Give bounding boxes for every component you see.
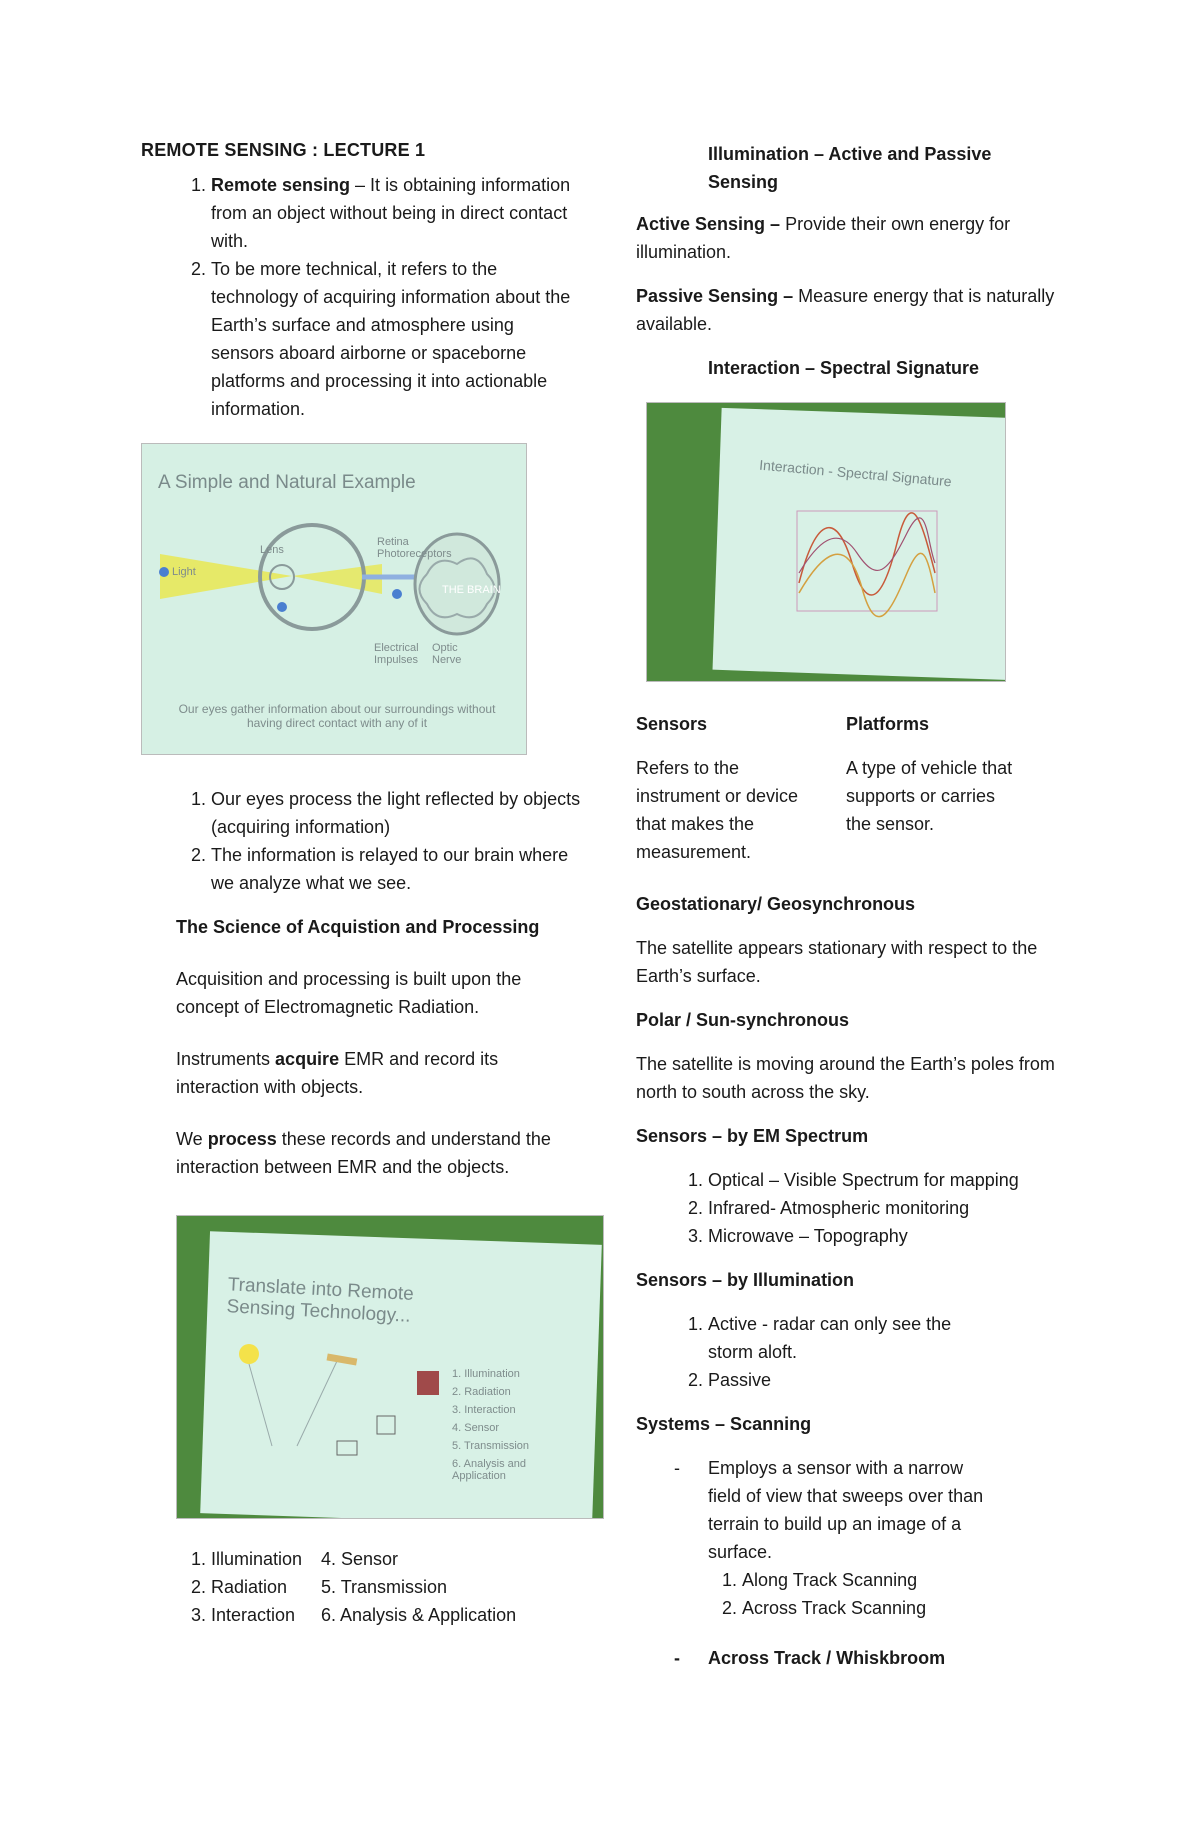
diagram-label: Lens bbox=[260, 544, 284, 556]
list-item: 1. Active - radar can only see the storm aloft. bbox=[708, 1310, 998, 1366]
paragraph: Passive Sensing – Measure energy that is naturally available. bbox=[636, 286, 1055, 334]
diagram-label: Electrical Impulses bbox=[374, 642, 419, 666]
process-slide-photo bbox=[176, 1215, 604, 1519]
slide-title: Interaction - Spectral Signature bbox=[758, 456, 953, 490]
scan-list bbox=[636, 1566, 1066, 1622]
illumination-list bbox=[636, 1310, 998, 1394]
em-list bbox=[636, 1166, 1066, 1250]
process-step: 5. Transmission bbox=[452, 1440, 530, 1452]
slide-title: A Simple and Natural Example bbox=[158, 472, 416, 493]
section-heading: Geostationary/ Geosynchronous bbox=[636, 894, 916, 914]
list-item: 2. Across Track Scanning bbox=[742, 1594, 1066, 1622]
diagram-label: Retina Photoreceptors bbox=[377, 536, 452, 560]
science-section bbox=[141, 913, 581, 1519]
left-column bbox=[141, 140, 581, 1629]
section-heading: Systems – Scanning bbox=[636, 1414, 812, 1434]
process-diagram bbox=[177, 1216, 603, 1518]
list-item: 2. Radiation 5. Transmission bbox=[211, 1573, 581, 1601]
section-heading: Sensors – by EM Spectrum bbox=[636, 1126, 869, 1146]
document-title: REMOTE SENSING : LECTURE 1 bbox=[141, 140, 426, 160]
eye-list bbox=[141, 785, 581, 897]
paragraph: The satellite appears stationary with respect to the Earth’s surface. bbox=[636, 938, 1038, 986]
list-item: 1. Our eyes process the light reflected by objects (acquiring information) bbox=[211, 785, 581, 841]
platforms-block bbox=[846, 710, 1056, 866]
spectral-slide-photo bbox=[646, 402, 1006, 682]
diagram-label: Optic Nerve bbox=[432, 642, 462, 666]
paragraph: The satellite is moving around the Earth’s poles from north to south across the sky. bbox=[636, 1054, 1055, 1102]
process-step: 1. Illumination bbox=[452, 1368, 520, 1380]
intro-list bbox=[141, 171, 581, 423]
section-heading: Platforms bbox=[846, 714, 930, 734]
paragraph: Instruments acquire EMR and record its interaction with objects. bbox=[176, 1049, 499, 1097]
paragraph: Refers to the instrument or device that makes the measurement. bbox=[636, 758, 799, 862]
list-item: 3. Interaction 6. Analysis & Application bbox=[211, 1601, 581, 1629]
diagram-label: Light bbox=[172, 566, 196, 578]
slide-caption: Our eyes gather information about our surroundings without having direct contact with any of it bbox=[178, 702, 496, 730]
sensors-platforms bbox=[636, 710, 1066, 866]
paragraph: We process these records and understand the interaction between EMR and the objects. bbox=[176, 1129, 551, 1177]
list-item: 1. Illumination 4. Sensor bbox=[211, 1545, 581, 1573]
section-heading: Interaction – Spectral Signature bbox=[708, 358, 980, 378]
eye-slide-photo bbox=[141, 443, 527, 755]
list-item: 1. Along Track Scanning bbox=[742, 1566, 1066, 1594]
process-step: 3. Interaction bbox=[452, 1404, 516, 1416]
section-heading: The Science of Acquistion and Processing bbox=[176, 917, 540, 937]
list-item: 1. Remote sensing – It is obtaining information from an object without being in direct contact with. bbox=[211, 171, 581, 255]
list-item: - Employs a sensor with a narrow field of view that sweeps over than terrain to build up an image of a surface. bbox=[708, 1454, 988, 1566]
list-item: 1. Optical – Visible Spectrum for mapping bbox=[708, 1166, 1066, 1194]
process-step: 4. Sensor bbox=[452, 1422, 500, 1434]
process-list bbox=[141, 1545, 581, 1629]
paragraph: Active Sensing – Provide their own energy for illumination. bbox=[636, 214, 1011, 262]
paragraph: Acquisition and processing is built upon the concept of Electromagnetic Radiation. bbox=[176, 969, 522, 1017]
list-item: 3. Microwave – Topography bbox=[708, 1222, 1066, 1250]
process-step: 6. Analysis and Application bbox=[452, 1458, 526, 1482]
section-heading: Illumination – Active and Passive Sensing bbox=[708, 144, 992, 192]
list-item: 2. To be more technical, it refers to the technology of acquiring information about the Earth’s surface and atmosphere using sensors aboard airborne or spaceborne platforms and processing it into actionable information. bbox=[211, 255, 581, 423]
list-item: - Across Track / Whiskbroom bbox=[708, 1644, 1066, 1672]
sensors-block bbox=[636, 710, 846, 866]
scan-dash-list bbox=[636, 1454, 988, 1566]
right-column bbox=[636, 140, 1066, 1690]
slide-title: Translate into Remote Sensing Technology... bbox=[226, 1274, 415, 1327]
list-item: 2. Infrared- Atmospheric monitoring bbox=[708, 1194, 1066, 1222]
list-item: 2. Passive bbox=[708, 1366, 998, 1394]
process-step: 2. Radiation bbox=[452, 1386, 511, 1398]
diagram-label: THE BRAIN bbox=[442, 584, 501, 596]
whiskbroom-list bbox=[636, 1644, 1066, 1672]
section-heading: Sensors bbox=[636, 714, 708, 734]
section-heading: Sensors – by Illumination bbox=[636, 1270, 855, 1290]
section-heading: Polar / Sun-synchronous bbox=[636, 1010, 850, 1030]
spectral-chart bbox=[647, 403, 1005, 681]
paragraph: A type of vehicle that supports or carries the sensor. bbox=[846, 758, 1013, 834]
list-item: 2. The information is relayed to our brain where we analyze what we see. bbox=[211, 841, 581, 897]
